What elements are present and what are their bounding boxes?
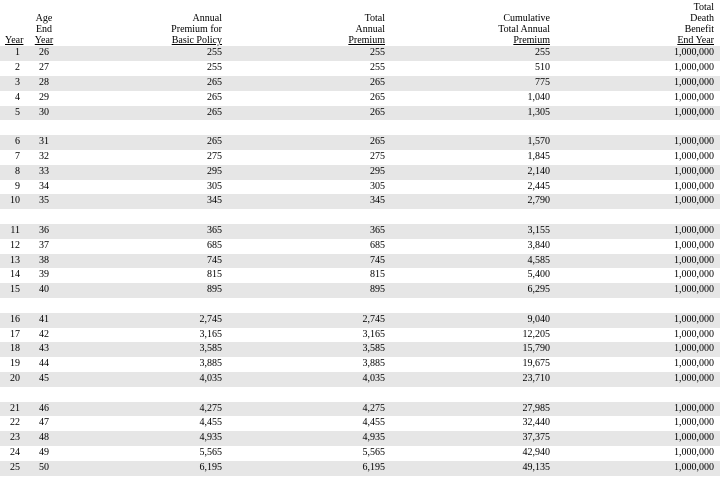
header-premium-line: Basic Policy	[171, 35, 222, 46]
cell-premium: 305	[207, 180, 222, 192]
cell-year: 14	[10, 269, 20, 281]
cell-year: 16	[10, 313, 20, 325]
cell-premium: 265	[207, 136, 222, 148]
cell-cumulative: 1,845	[527, 151, 550, 162]
cell-age: 30	[39, 106, 49, 118]
header-cumulative-line: Cumulative	[503, 13, 550, 24]
cell-death-benefit: 1,000,000	[674, 284, 714, 296]
cell-total: 275	[370, 151, 385, 162]
cell-cumulative: 255	[535, 47, 550, 59]
header-total-line: Total	[364, 13, 385, 24]
cell-age: 47	[39, 417, 49, 429]
cell-total: 265	[370, 106, 385, 118]
cell-year: 9	[15, 180, 20, 192]
cell-year: 17	[10, 328, 20, 340]
cell-total: 685	[370, 239, 385, 251]
cell-year: 8	[15, 165, 20, 177]
cell-death-benefit: 1,000,000	[674, 373, 714, 384]
table-row	[0, 372, 720, 387]
table-row	[0, 431, 720, 446]
cell-premium: 685	[207, 239, 222, 251]
cell-death-benefit: 1,000,000	[674, 91, 714, 103]
header-premium-line: Annual	[192, 13, 222, 24]
cell-cumulative: 42,940	[522, 447, 550, 458]
cell-total: 305	[370, 180, 385, 192]
cell-death-benefit: 1,000,000	[674, 62, 714, 74]
cell-total: 3,585	[362, 343, 385, 355]
cell-age: 35	[39, 195, 49, 207]
header-total-line: Annual	[355, 24, 385, 35]
cell-age: 46	[39, 402, 49, 414]
cell-age: 48	[39, 432, 49, 444]
cell-age: 26	[39, 47, 49, 59]
header-total-death-benefit	[677, 2, 714, 46]
table-row	[0, 106, 720, 121]
cell-total: 295	[370, 165, 385, 177]
cell-death-benefit: 1,000,000	[674, 47, 714, 59]
cell-premium: 275	[207, 151, 222, 162]
cell-death-benefit: 1,000,000	[674, 432, 714, 444]
cell-death-benefit: 1,000,000	[674, 225, 714, 236]
cell-premium: 295	[207, 165, 222, 177]
cell-year: 1	[15, 47, 20, 59]
cell-premium: 4,455	[199, 417, 222, 429]
cell-year: 25	[10, 461, 20, 473]
cell-death-benefit: 1,000,000	[674, 77, 714, 88]
cell-death-benefit: 1,000,000	[674, 447, 714, 458]
cell-year: 22	[10, 417, 20, 429]
cell-cumulative: 775	[535, 77, 550, 88]
cell-total: 4,275	[362, 402, 385, 414]
cell-total: 345	[370, 195, 385, 207]
table-row	[0, 224, 720, 239]
cell-premium: 815	[207, 269, 222, 281]
cell-death-benefit: 1,000,000	[674, 269, 714, 281]
cell-year: 10	[10, 195, 20, 207]
cell-cumulative: 5,400	[527, 269, 550, 281]
table-row	[0, 46, 720, 61]
cell-death-benefit: 1,000,000	[674, 254, 714, 266]
cell-death-benefit: 1,000,000	[674, 180, 714, 192]
cell-cumulative: 2,790	[527, 195, 550, 207]
cell-cumulative: 510	[535, 62, 550, 74]
cell-total: 365	[370, 225, 385, 236]
cell-year: 5	[15, 106, 20, 118]
cell-cumulative: 3,155	[527, 225, 550, 236]
cell-cumulative: 49,135	[522, 461, 550, 473]
header-cumulative-premium	[498, 13, 550, 46]
table-row	[0, 239, 720, 254]
header-age-line: End	[35, 24, 53, 35]
cell-premium: 4,275	[199, 402, 222, 414]
cell-age: 39	[39, 269, 49, 281]
cell-total: 3,885	[362, 358, 385, 370]
cell-total: 255	[370, 47, 385, 59]
cell-year: 4	[15, 91, 20, 103]
cell-total: 815	[370, 269, 385, 281]
cell-premium: 6,195	[199, 461, 222, 473]
table-row	[0, 254, 720, 269]
cell-year: 24	[10, 447, 20, 458]
cell-death-benefit: 1,000,000	[674, 402, 714, 414]
cell-premium: 5,565	[199, 447, 222, 458]
header-premium-line: Premium for	[171, 24, 222, 35]
cell-age: 36	[39, 225, 49, 236]
cell-total: 4,935	[362, 432, 385, 444]
table-row	[0, 357, 720, 372]
cell-age: 31	[39, 136, 49, 148]
cell-cumulative: 32,440	[522, 417, 550, 429]
cell-year: 15	[10, 284, 20, 296]
cell-cumulative: 3,840	[527, 239, 550, 251]
table-row	[0, 135, 720, 150]
cell-age: 34	[39, 180, 49, 192]
table-row	[0, 342, 720, 357]
cell-death-benefit: 1,000,000	[674, 343, 714, 355]
cell-age: 28	[39, 77, 49, 88]
cell-year: 21	[10, 402, 20, 414]
cell-age: 43	[39, 343, 49, 355]
table-row	[0, 328, 720, 343]
table-row	[0, 61, 720, 76]
cell-premium: 2,745	[199, 313, 222, 325]
table-row	[0, 165, 720, 180]
cell-premium: 265	[207, 106, 222, 118]
cell-premium: 4,035	[199, 373, 222, 384]
cell-total: 745	[370, 254, 385, 266]
group-spacer	[0, 209, 720, 224]
cell-year: 20	[10, 373, 20, 384]
cell-premium: 345	[207, 195, 222, 207]
header-age-end-year	[30, 13, 58, 46]
table-row	[0, 150, 720, 165]
cell-total: 4,035	[362, 373, 385, 384]
header-death-benefit-line: Death	[690, 13, 714, 24]
cell-year: 7	[15, 151, 20, 162]
cell-premium: 255	[207, 62, 222, 74]
cell-premium: 895	[207, 284, 222, 296]
header-death-benefit-line: Total	[693, 2, 714, 13]
cell-premium: 745	[207, 254, 222, 266]
cell-cumulative: 1,305	[527, 106, 550, 118]
cell-death-benefit: 1,000,000	[674, 195, 714, 207]
cell-total: 255	[370, 62, 385, 74]
header-death-benefit-line: End Year	[677, 35, 714, 46]
header-year	[5, 35, 23, 46]
table-row	[0, 283, 720, 298]
group-spacer	[0, 298, 720, 313]
cell-year: 13	[10, 254, 20, 266]
cell-cumulative: 2,140	[527, 165, 550, 177]
header-death-benefit-line: Benefit	[684, 24, 714, 35]
cell-year: 23	[10, 432, 20, 444]
cell-age: 41	[39, 313, 49, 325]
cell-age: 44	[39, 358, 49, 370]
cell-death-benefit: 1,000,000	[674, 151, 714, 162]
table-row	[0, 416, 720, 431]
table-row	[0, 268, 720, 283]
cell-cumulative: 2,445	[527, 180, 550, 192]
cell-premium: 255	[207, 47, 222, 59]
cell-death-benefit: 1,000,000	[674, 417, 714, 429]
cell-age: 49	[39, 447, 49, 458]
cell-total: 895	[370, 284, 385, 296]
cell-death-benefit: 1,000,000	[674, 239, 714, 251]
group-spacer	[0, 387, 720, 402]
cell-age: 45	[39, 373, 49, 384]
cell-year: 6	[15, 136, 20, 148]
cell-cumulative: 15,790	[522, 343, 550, 355]
cell-age: 42	[39, 328, 49, 340]
cell-cumulative: 6,295	[527, 284, 550, 296]
header-age-line: Year	[34, 35, 54, 46]
header-annual-premium-basic	[171, 13, 222, 46]
header-total-annual-premium	[348, 13, 385, 46]
cell-year: 11	[10, 225, 20, 236]
cell-total: 4,455	[362, 417, 385, 429]
cell-premium: 365	[207, 225, 222, 236]
cell-cumulative: 1,570	[527, 136, 550, 148]
cell-cumulative: 37,375	[522, 432, 550, 444]
cell-premium: 265	[207, 91, 222, 103]
cell-age: 33	[39, 165, 49, 177]
table-row	[0, 194, 720, 209]
cell-total: 265	[370, 91, 385, 103]
cell-age: 50	[39, 461, 49, 473]
cell-age: 40	[39, 284, 49, 296]
table-row	[0, 91, 720, 106]
header-total-line: Premium	[348, 35, 385, 46]
table-row	[0, 76, 720, 91]
header-year-line: Year	[5, 35, 24, 46]
cell-year: 2	[15, 62, 20, 74]
cell-premium: 4,935	[199, 432, 222, 444]
cell-cumulative: 1,040	[527, 91, 550, 103]
table-row	[0, 180, 720, 195]
cell-premium: 265	[207, 77, 222, 88]
cell-cumulative: 4,585	[527, 254, 550, 266]
cell-age: 38	[39, 254, 49, 266]
cell-death-benefit: 1,000,000	[674, 165, 714, 177]
cell-year: 18	[10, 343, 20, 355]
cell-year: 19	[10, 358, 20, 370]
table-row	[0, 446, 720, 461]
table-row	[0, 313, 720, 328]
cell-cumulative: 12,205	[522, 328, 550, 340]
header-age-line: Age	[35, 13, 53, 24]
cell-cumulative: 23,710	[522, 373, 550, 384]
cell-cumulative: 27,985	[522, 402, 550, 414]
cell-death-benefit: 1,000,000	[674, 136, 714, 148]
cell-death-benefit: 1,000,000	[674, 328, 714, 340]
cell-total: 5,565	[362, 447, 385, 458]
cell-year: 12	[10, 239, 20, 251]
header-cumulative-line: Premium	[513, 35, 550, 46]
cell-total: 265	[370, 136, 385, 148]
cell-total: 265	[370, 77, 385, 88]
cell-cumulative: 19,675	[522, 358, 550, 370]
cell-year: 3	[15, 77, 20, 88]
cell-premium: 3,165	[199, 328, 222, 340]
cell-premium: 3,585	[199, 343, 222, 355]
cell-death-benefit: 1,000,000	[674, 461, 714, 473]
cell-age: 32	[39, 151, 49, 162]
table-row	[0, 402, 720, 417]
cell-total: 2,745	[362, 313, 385, 325]
cell-age: 29	[39, 91, 49, 103]
table-row	[0, 461, 720, 476]
cell-total: 3,165	[362, 328, 385, 340]
cell-age: 27	[39, 62, 49, 74]
group-spacer	[0, 120, 720, 135]
cell-age: 37	[39, 239, 49, 251]
cell-total: 6,195	[362, 461, 385, 473]
cell-death-benefit: 1,000,000	[674, 106, 714, 118]
header-cumulative-line: Total Annual	[498, 24, 550, 35]
cell-death-benefit: 1,000,000	[674, 313, 714, 325]
cell-premium: 3,885	[199, 358, 222, 370]
cell-cumulative: 9,040	[527, 313, 550, 325]
cell-death-benefit: 1,000,000	[674, 358, 714, 370]
